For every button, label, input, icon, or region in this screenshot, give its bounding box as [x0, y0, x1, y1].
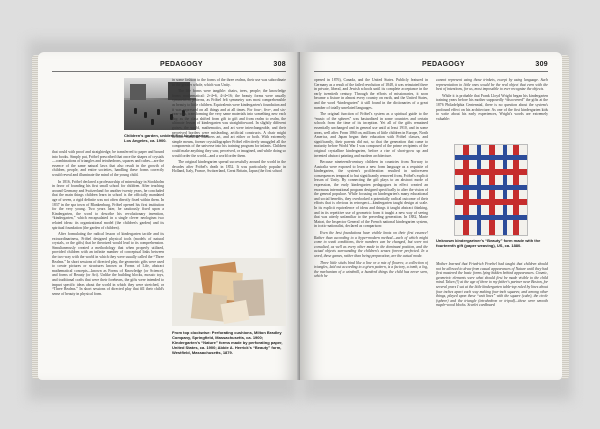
- left-page: [38, 52, 300, 380]
- left-page-column-2: [172, 78, 286, 256]
- left-header-title: PEDAGOGY: [160, 61, 203, 68]
- wright-quote: Mother learned that Friedrich Froebel had taught that children should not be allowed to draw from casual appearances of Nature until they had first mastered the basic forms lying hidden behind appearances. Cosmic, geometric elements were what should first be made visible to the child mind. Taken (!) at the age of three to my father's partner near Boston, for several years I sat at the little kindergarten table-top ruled by lines about four inches apart each way making four-inch squares; and among other things, played upon these “unit lines” with the square (cube), the circle (sphere) and the triangle (tetrahedron or tripod)—these were smooth maple-wood blocks. Scarlet cardboard: [436, 262, 548, 308]
- left-page-column-1: [52, 150, 164, 372]
- right-page-column-1: [314, 78, 428, 374]
- paragraph: After formulating the radical lesson of kindergarten tactile and its extraordinariness, Fröbel designed physical tools (models of natural crystals, or the gifts) that he theorized would lead to its comprehension. Simultaneously created a methodology that when properly utilized, provided children with an infinite number of conceptual links between the two-way with the world in which they were usually called the “Three Realms.” In short sessions of directed play, the geometric gifts were used to create pictures or structures known as Forms of Life, abstract mathematical concepts—known as Forms of Knowledge (or Science), and forms of Beauty (or Art). Unlike the building blocks, mosaic toys, and traditional crafts that were their forebears, the gifts were intended to impart specific ideas about the world in which they were stretched, or “Three Realms.” In short sessions of directed play that fill their child's sense of beauty in physical form.: [52, 232, 164, 296]
- childrens-garden-caption: Children's garden, unidentified kindergarten, Los Angeles, ca. 1900.: [124, 133, 210, 143]
- paragraph: The original function of Fröbel's system as a spiritual guide to the “music of the spheres” was bastardized in some countries and certain schools from the time of its inception. Yet all of the gifts remained essentially unchanged and in general use until at least 1910, and in some areas, well after. From 1860 on, millions of little children in Europe, North America, and Japan began their education with Fröbel classes, and significantly, their parents did not, so that the generation that came to maturity before World War I was composed of the prime recipients of the original crystalline kindergarten, before a rise of short-grow up and invented abstract painting and modern architecture.: [314, 112, 428, 158]
- left-running-header: [52, 60, 286, 72]
- woven-form-caption: Unknown kindergartner's “Beauty” form made with the fourteenth gift (paper weaving), US, ca. 1880.: [436, 238, 541, 248]
- paragraph: In 1816, Fröbel declared a professorship of mineralogy in Stockholm in favor of founding his first small school for children. After teaching around Germany and Switzerland for another twenty years, he concluded that the main things children learn in school is the officially mandated age of seven, a rigid definite was not often directly fixed within them. In 1837 in the spa town of Blankenburg, Fröbel opened his first institution for the very young. Two years later, he cautiously fixed upon a Kindergarten, the word to describe his revolutionary invention, “kindergarten,” which encapsulated in a single clever neologism two related ideas: its organizational model (the children's garden) and its spiritual foundation (the garden of children).: [52, 179, 164, 230]
- right-page-number: 309: [535, 61, 548, 68]
- paragraph: that could with proof and straightedge, be transferred to paper and bound into books. Simply put, Fröbel prescribed that once the shapes of crystals—combinations of triangles and tetrahedrons, squares and cubes—are the essence of the same natural laws that also result in the growth of children, people, and entire societies, handling these forms correctly would reveal and illuminate the mind of the young child.: [52, 150, 164, 177]
- cushions-caption: From top clockwise: Perforating cushions, Milton Bradley Company, Springfield, Massachusetts, ca. 1900; Kindergarten's “Nature” forms made by perforating paper, United States, ca. 1900; Abbie A. Herrick's “Beauty” form, Westfield, Massachusetts, 1879.: [172, 330, 283, 355]
- cushion-card: [220, 300, 249, 324]
- right-page: [300, 52, 562, 380]
- paragraph: in some fashion to the forms of the three realms, their use was subordinate to the greater whole, which was Unity.: [172, 78, 286, 87]
- right-page-column-2: [436, 78, 548, 142]
- left-header-rule: [52, 71, 286, 72]
- perforating-cushions-photo: [172, 258, 286, 326]
- paragraph: Because nineteenth-century children in countries from Norway to Australia were exposed to learn a new form language as a requisite of kindergarten, the system's proliferation resulted in unforeseen consequences temporal to but significantly removed from, Fröbel's explicit lesson of Unity. By connecting the gift plays to an abstract mode of expression, the early kindergarten pedagogues in effect created an enormous international program designed specifically to alter the vision of the general populace. While focusing on kindergarten's many educational and social benefits, they overlooked a potentially radical outcome of their efforts that is obvious in retrospect—kindergarten taught design at scale. In its explicit equivalence of ideas and things it taught abstract thinking, and in its repetitive use of geometric form it taught a new way of seeing that was utterly unfamiliar to the preceding generation. In 1882, Marie Matrat, the Inspector General of the French national kindergarten system, in icotic-nationalist, declared as comparison:: [314, 160, 428, 229]
- left-page-number: 308: [273, 61, 286, 68]
- paragraph: cannot represent using those trinkets, except by using language. Such representation to little ones would be the real object that even with the best of intentions, for us, most impossible to ever recognize the objects.: [436, 78, 548, 92]
- right-header-title: PEDAGOGY: [422, 61, 465, 68]
- paragraph: Even the best foundations have visible knots on their first essence! Rather than according to a hyper-modern method—each of which might come to weak conditions, their numbers can be changed, but were not consulted, as well as every other made to the dominant position, and the actual objects surrounding the children's senses forever perfected. In a word, these games, rather than being preparation, are the actual mode.: [314, 231, 428, 258]
- paragraph: The life forms were tangible: chairs, trees, people; the knowledge forms mathematical: 2+4=6, 4×4=16; the beauty forms were usually symmetrical patterns, as Fröbel felt symmetry was most comprehensible as beauty to little children. Equivalents were kindergarten's foundation and it was expressed on all things and at all times. For four-, five-, and six-year-olds, transforming the very same materials into something new each day, as the class shifted from gift to gift and from realm to realm, the ultimate lesson of kindergarten was straightforward. In slightly different guises, the world, mathematics, and art were interchangeable, and their perceived borders were misleading, artificial constructs. A chair might become numbers, numbers art, and art either or both. With extremely simple means, former crystallographer Fröbel effectively smuggled all the components of the universe into his training program for infants. Children could make anything they saw, perceived, or imagined, and while doing so would order the world—and a world order them.: [172, 89, 286, 158]
- woven-beauty-form: [454, 144, 528, 236]
- right-header-rule: [314, 71, 548, 72]
- paragraph: opened in 1876), Canada, and the United States. Publicly featured in Germany as a result of the failed revolution of 1848, it was reinstated there in private, liberal, and Jewish schools until its complete acceptance in the early twentieth century. Through the efforts of missionaries, it soon became a fixture in almost every country on earth, and the United States, and the word “kindergarten” it still found in the dictionaries of a great number of totally unrelated languages.: [314, 78, 428, 110]
- paragraph: While it is probable that Frank Lloyd Wright began his kindergarten training years before his mother supposedly “discovered” the gifts at the 1876 Philadelphia Centennial, there is no question about the system's profound effect on his architecture. As one of the first kindergarten kids to write about his early experiences, Wright's words are extremely valuable:: [436, 93, 548, 121]
- right-running-header: [314, 60, 548, 72]
- paragraph: Three little sticks bind like a line or a mix of flowers; a collection of triangles, laid out according to a given pattern, is a factory, a tomb, a log, the mechanism of a windmill, a hundred things the child has never seen, which he: [314, 260, 428, 279]
- paragraph: The original kindergarten spread successfully around the world in the decades after Fröbel's death in 1852. It was particularly popular in Holland, Italy, France, Switzerland, Great Britain, Japan (the first school: [172, 160, 286, 174]
- right-page-edges: [562, 55, 569, 379]
